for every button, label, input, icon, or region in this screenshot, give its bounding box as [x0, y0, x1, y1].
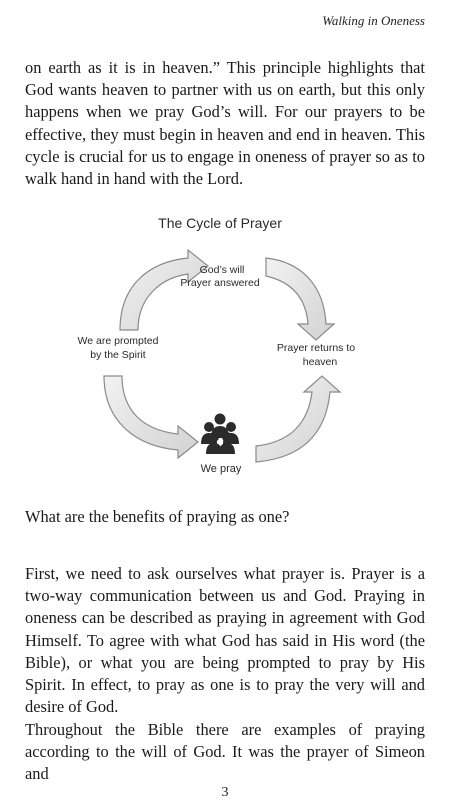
label-gods-will: God’s will — [199, 264, 245, 276]
arrow-bottom-left — [104, 376, 198, 458]
page-number: 3 — [221, 785, 229, 800]
paragraph-throughout: Throughout the Bible there are examples of praying according to the will of God. It was the prayer of Simeon and — [25, 720, 425, 784]
diagram-title: The Cycle of Prayer — [158, 215, 282, 231]
label-we-are-prompted: We are prompted — [77, 335, 159, 347]
paragraph-question: What are the benefits of praying as one? — [25, 507, 290, 526]
label-we-pray: We pray — [200, 463, 242, 475]
arrow-top-right — [266, 258, 334, 340]
paragraph-first: First, we need to ask ourselves what prayer is. Prayer is a two-way communication between us and God. Praying in oneness can be described as praying in agreement with God Himself. To agree with what God has said in His word (the Bible), or what you are being prompted to pray by His Spirit. In effect, to pray as one is to pray the very will and desire of God. — [25, 564, 425, 717]
arrow-bottom-right — [256, 376, 340, 462]
cycle-of-prayer-diagram — [70, 206, 370, 482]
label-prayer-returns: Prayer returns to — [276, 342, 356, 354]
running-head: Walking in Oneness — [322, 13, 425, 28]
praying-people-icon — [201, 414, 239, 455]
arrow-top-left — [120, 250, 208, 330]
label-heaven: heaven — [302, 356, 338, 368]
label-by-the-spirit: by the Spirit — [90, 349, 146, 361]
paragraph-intro: on earth as it is in heaven.” This principle highlights that God wants heaven to partner with us on earth, but this only happens when we pray God’s will. For our prayers to be effective, they must begin in heaven and end in heaven. This cycle is crucial for us to engage in oneness of prayer so as to walk hand in hand with the Lord. — [25, 58, 425, 189]
label-prayer-answered: Prayer answered — [180, 277, 260, 289]
